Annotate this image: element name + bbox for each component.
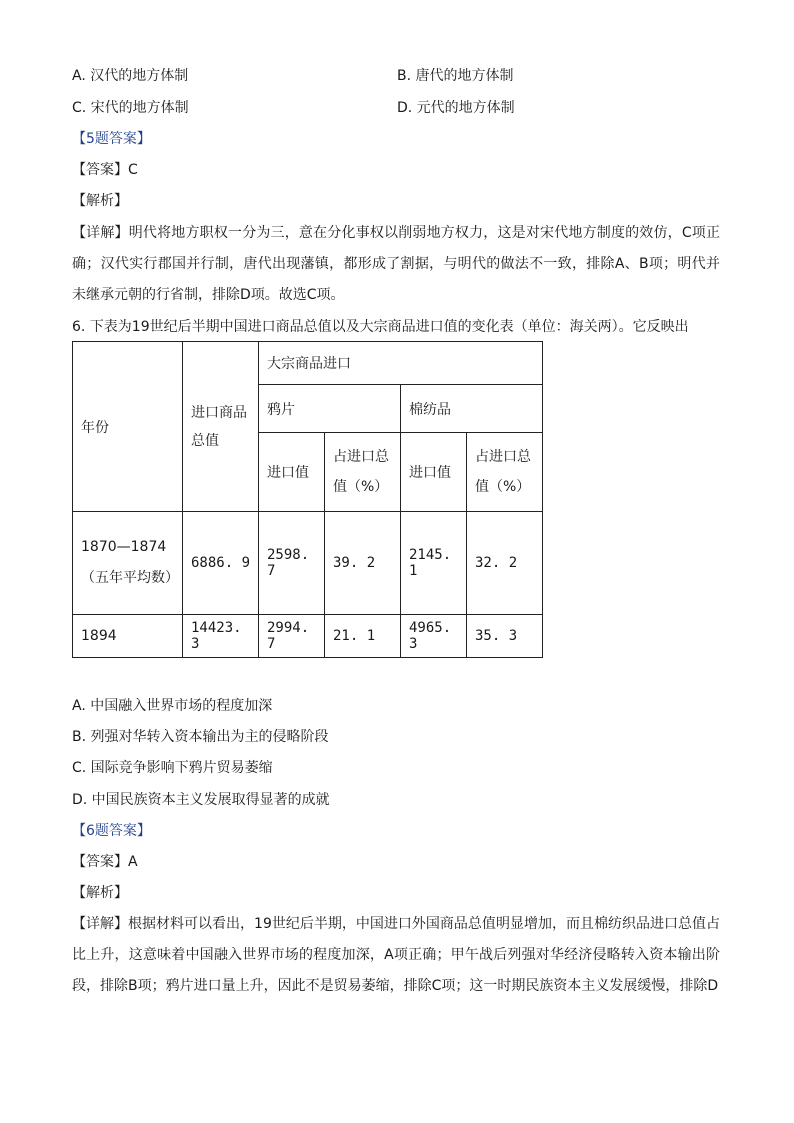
q5-analysis-label: 【解析】 (72, 193, 128, 209)
table-row (73, 615, 543, 658)
q6-option-b: B. 列强对华转入资本输出为主的侵略阶段 (72, 729, 329, 745)
q6-option-d: D. 中国民族资本主义发展取得显著的成就 (72, 792, 330, 808)
row-opium-share: 21. 1 (325, 615, 401, 658)
q6-option-c: C. 国际竞争影响下鸦片贸易萎缩 (72, 760, 273, 776)
row-opium-value: 2994. 7 (259, 615, 325, 658)
q5-option-d: D. 元代的地方体制 (397, 100, 515, 116)
row-year: 1870—1874（五年平均数） (73, 512, 183, 615)
row-year: 1894 (73, 615, 183, 658)
row-total: 14423. 3 (183, 615, 259, 658)
bulk-header: 大宗商品进口 (259, 342, 543, 385)
table-row (73, 512, 543, 615)
total-header: 进口商品总值 (183, 342, 259, 512)
row-cotton-share: 32. 2 (467, 512, 543, 615)
q6-option-a: A. 中国融入世界市场的程度加深 (72, 698, 273, 714)
row-opium-value: 2598. 7 (259, 512, 325, 615)
import-table (72, 341, 543, 658)
row-cotton-value: 2145. 1 (401, 512, 467, 615)
q5-answer: 【答案】C (72, 162, 138, 178)
cotton-import-value-header: 进口值 (401, 433, 467, 512)
row-cotton-share: 35. 3 (467, 615, 543, 658)
q5-option-a: A. 汉代的地方体制 (72, 68, 189, 84)
row-cotton-value: 4965. 3 (401, 615, 467, 658)
cotton-header: 棉纺品 (401, 385, 543, 433)
q6-answer: 【答案】A (72, 854, 138, 870)
q6-explanation: 【详解】根据材料可以看出，19世纪后半期，中国进口外国商品总值明显增加，而且棉纺织品进口总值占比上升，这意味着中国融入世界市场的程度加深，A项正确；甲午战后列强对华经济侵略转入资本输出阶段，排除B项；鸦片进口量上升，因此不是贸易萎缩，排除C项；这一时期民族资本主义发展缓慢，排除D (72, 916, 720, 994)
q6-analysis-label: 【解析】 (72, 885, 128, 901)
cotton-share-header: 占进口总值（%） (467, 433, 543, 512)
opium-header: 鸦片 (259, 385, 401, 433)
row-total: 6886. 9 (183, 512, 259, 615)
q5-answer-header: 【5题答案】 (72, 131, 151, 147)
year-header: 年份 (73, 342, 183, 512)
q6-stem: 6. 下表为19世纪后半期中国进口商品总值以及大宗商品进口值的变化表（单位：海关两）。它反映出 (72, 319, 689, 335)
q5-option-c: C. 宋代的地方体制 (72, 100, 189, 116)
q6-answer-header: 【6题答案】 (72, 823, 151, 839)
q5-option-b: B. 唐代的地方体制 (397, 68, 514, 84)
opium-share-header: 占进口总值（%） (325, 433, 401, 512)
row-opium-share: 39. 2 (325, 512, 401, 615)
q5-explanation: 【详解】明代将地方职权一分为三，意在分化事权以削弱地方权力，这是对宋代地方制度的效仿，C项正确；汉代实行郡国并行制，唐代出现藩镇，都形成了割据，与明代的做法不一致，排除A、B项；明代并未继承元朝的行省制，排除D项。故选C项。 (72, 225, 720, 303)
opium-import-value-header: 进口值 (259, 433, 325, 512)
